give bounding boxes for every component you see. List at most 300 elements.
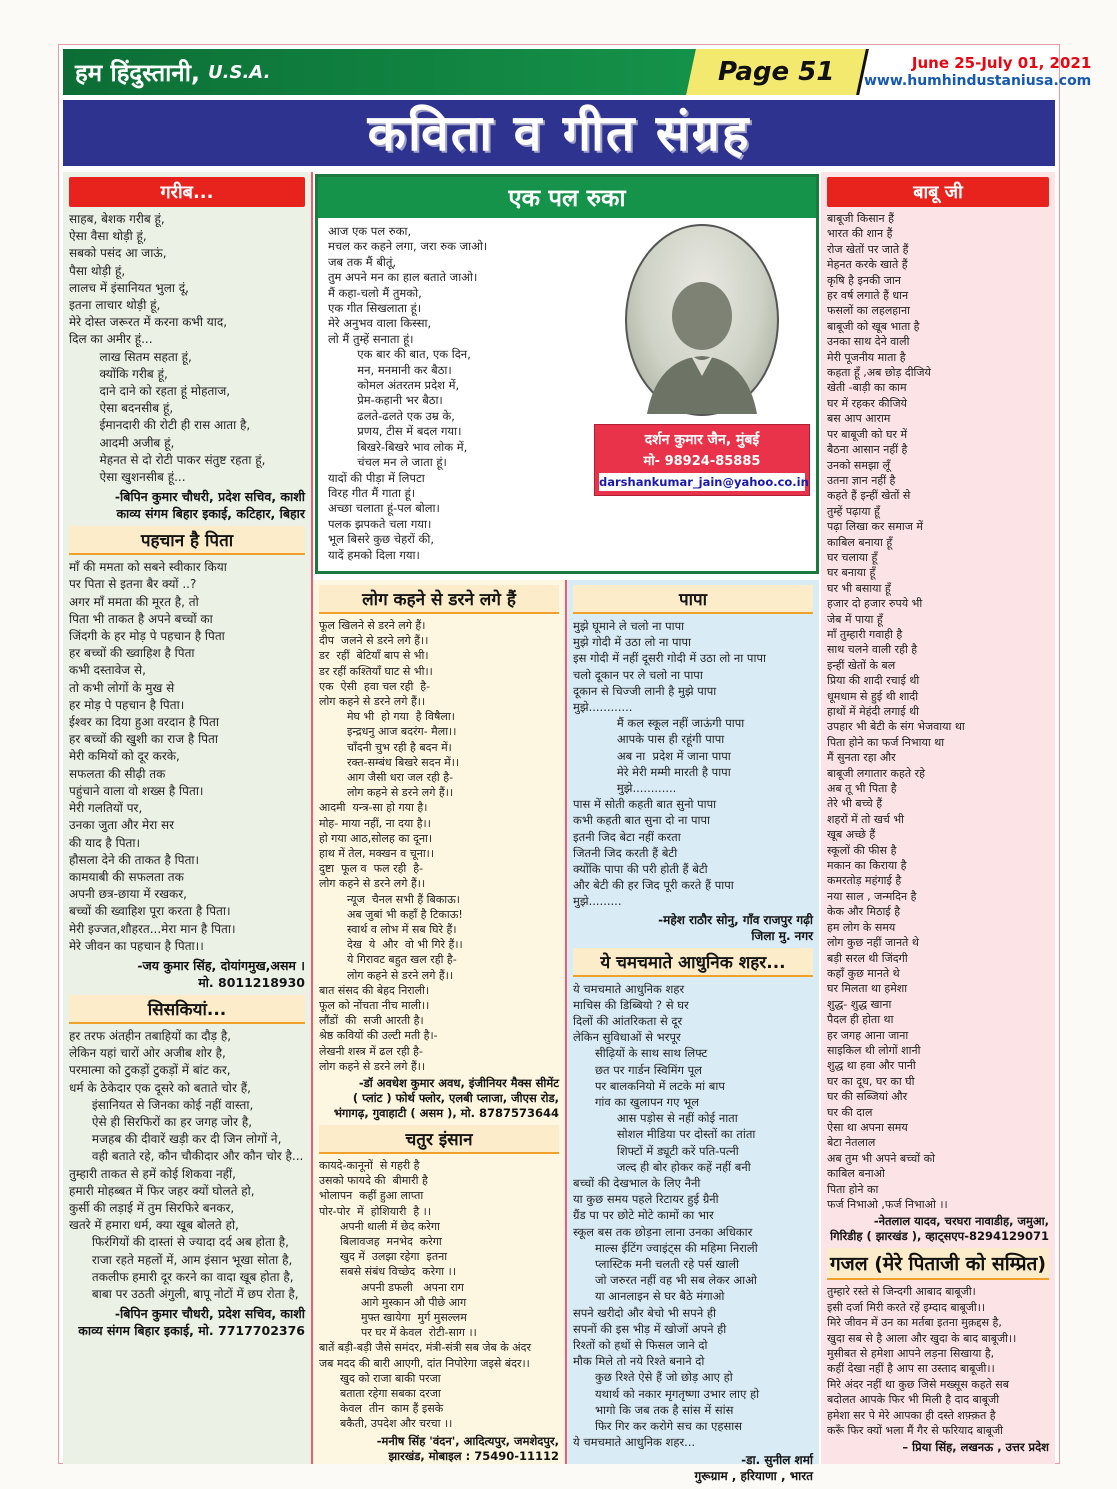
poem-line: खुदा सब से है आला और खुदा के बाद बाबूजी।। (827, 1331, 1017, 1345)
poem-line: काबिल बनाओ (827, 1167, 885, 1181)
poem-line: या आनलाइन से घर बैठे मंगाओ (573, 1289, 725, 1304)
poem-line: पहुंचाने वाला वो शख्स है पिता। (69, 783, 204, 798)
poem-line: डर रहीं बेटियाँ बाप से भी। (319, 649, 429, 663)
poem-lines (69, 559, 305, 955)
poem-title: गजल (मेरे पिताजी को सम्प्रित) (827, 1248, 1049, 1280)
poem-line: बात संसद की बेहद निराली। (319, 983, 430, 997)
poem-line: फर्ज निभाओ ,फर्ज निभाओ ।। (827, 1198, 948, 1211)
poem-line: पैसा थोड़ी हूं, (69, 263, 126, 278)
poem-line: कुछ रिश्ते ऐसे हैं जो छोड़ आए हो (573, 1370, 733, 1385)
poem-section (69, 526, 305, 991)
poem-line: विरह गीत मैं गाता हूं। (328, 485, 416, 500)
poem-line: हमेशा सर पे मेरे आपका ही दस्ते शफ़्क़त है (827, 1408, 996, 1422)
poem-attribution (69, 488, 305, 522)
poem-line: ऐसा था अपना समय (827, 1120, 908, 1134)
poem-line: तुम अपने मन का हाल बताते जाओ। (328, 270, 478, 285)
poem-line: बाबा पर उठती अंगुली, बापू नोटों में छप रोता है, (69, 1286, 299, 1301)
poem-line: केक और मिठाई है (827, 905, 901, 919)
poem-line: सपने खरीदो और बेचो भी सपने ही (573, 1305, 716, 1320)
masthead (63, 49, 705, 95)
poem-line: प्रणय, टीस में बदल गया। (328, 424, 462, 439)
poem-line: पलक झपकते चला गया। (328, 516, 432, 531)
poem-line: कमरतोड़ महंगाई है (827, 874, 902, 888)
author-email-link[interactable]: darshankumar_jain@yahoo.co.in (599, 475, 809, 489)
poem-line: यथार्थ को नकार मृगतृष्णा उभार लाए हो (573, 1386, 760, 1401)
poem-line: अब जुबां भी कहाँ है टिकाऊ! (319, 907, 463, 921)
poem-attribution-line: – प्रिया सिंह, लखनऊ , उत्तर प्रदेश (902, 1440, 1049, 1455)
poem-line: उनका साथ देने वाली (827, 335, 910, 349)
poem-line: उनका जुता और मेरा सर (69, 818, 175, 833)
poem-line: तुम्हारे रस्ते से जिन्दगी आबाद बाबूजी। (827, 1285, 976, 1299)
poem-line: बातें बड़ी-बड़ी जैसे समंदर, मंत्री-संत्री सब जेब के अंदर (319, 1341, 531, 1355)
poem-line: एक बार की बात, एक दिन, (328, 347, 471, 362)
poem-title: लोग कहने से डरने लगे हैं (319, 585, 559, 614)
poem-line: पिता होने का (827, 1182, 879, 1196)
poem-line: हाथों में मेहंदी लगाई थी (827, 705, 920, 718)
poem-line: खुद में उलझा रहेगा इतना (319, 1250, 448, 1264)
poem-section (827, 1248, 1049, 1455)
poem-line: धर्म के ठेकेदार एक दूसरे को बताते चोर हैं, (69, 1080, 251, 1095)
poem-title: सिसकियां... (69, 995, 305, 1024)
poem-line: बच्चों की ख्वाहिश पूरा करता है पिता। (69, 904, 231, 919)
poem-line: मकान का किराया है (827, 859, 907, 873)
poem-line: भूल बिसरे कुछ चेहरों की, (328, 532, 434, 547)
poem-line: अब तू भी पिता है (827, 782, 897, 796)
poem-line: केवल तीन काम हैं इसके (319, 1402, 444, 1416)
poem-line: जब तक मैं बीतूं, (328, 254, 397, 269)
poem-line: श्रेष्ठ कवियों की उल्टी मती है।- (319, 1029, 438, 1043)
poem-line: मन, मनमानी कर बैठा। (328, 362, 452, 377)
poem-title: पापा (573, 585, 813, 614)
poem-line: माँ की ममता को सबने स्वीकार किया (69, 560, 227, 575)
page-number-label: Page 51 (717, 57, 835, 87)
poem-line: मैं कल स्कूल नहीं जाऊंगी पापा (573, 716, 745, 731)
poem-line: कहता हूँ ,अब छोड़ दीजिये (827, 366, 931, 380)
poem-line: इंसानियत से जिनका कोई नहीं वास्ता, (69, 1097, 254, 1112)
poem-attribution-line: -बिपिन कुमार चौधरी, प्रदेश सचिव, काशी (114, 1306, 305, 1322)
poem-line: चंचल मन ले जाता हूं। (328, 455, 447, 470)
poem-line: ये चमचमाते आधुनिक शहर (573, 981, 685, 996)
poem-line: हर बच्चों की ख्वाहिश है पिता (69, 646, 195, 661)
poem-line: बैठना आसान नहीं है (827, 443, 908, 457)
poem-line: इतनी जिद बेटा नहीं करता (573, 829, 681, 844)
poem-line: रोज खेतों पर जाते हैं (827, 242, 909, 256)
poem-line: अपनी छत्र-छाया में रखकर, (69, 887, 187, 902)
author-phone: मो- 98924-85885 (643, 454, 761, 469)
column-middle-right (567, 580, 819, 1484)
poem-line: पिता भी ताकत है अपने बच्चों का (69, 611, 213, 626)
poem-attribution-line: -मनीष सिंह 'वंदन', आदित्यपुर, जमशेदपुर, (376, 1433, 559, 1448)
poem-line: मेरी इज्जत,शौहरत...मेरा मान है पिता। (69, 921, 236, 936)
poem-line: मेरी पूजनीय माता है (827, 350, 906, 364)
columns-area (63, 172, 1055, 1484)
poem-line: पर पिता से इतना बैर क्यों ..? (69, 577, 197, 592)
poem-line: वही बताते रहे, कौन चौकीदार और कौन चोर है... (69, 1149, 304, 1164)
poem-line: इतना लाचार थोड़ी हूं, (69, 298, 161, 313)
poem-line: अपनी डफली अपना राग (319, 1280, 464, 1294)
poem-line: हर मोड़ पे पहचान है पिता। (69, 697, 185, 712)
poem-line: खूब अच्छे हैं (827, 828, 876, 842)
poem-line: जो जरुरत नहीं वह भी सब लेकर आओ (573, 1273, 757, 1288)
poem-line: जिंदगी के हर मोड़ पे पहचान है पिता (69, 629, 225, 644)
poem-line: हो गया आठ,सोलह का दूना। (319, 831, 433, 845)
poem-line: लालच में इंसानियत भुला दूं, (69, 280, 189, 295)
poem-line: पैदल ही होता था (827, 1013, 894, 1027)
column-middle-left (313, 580, 565, 1464)
poem-attribution (319, 1434, 559, 1464)
poem-line: मुझे......... (573, 894, 622, 909)
poem-line: राजा रहते महलों में, आम इंसान भूखा सोता है, (69, 1252, 293, 1267)
poem-attribution (573, 912, 813, 944)
poem-line: शिफ्टों में ड्यूटी करें पति-पत्नी (573, 1143, 739, 1158)
poem-line: ग्रैंड पा पर छोटे मोटे कामों का भार (573, 1208, 714, 1223)
author-info-box (594, 424, 810, 496)
poem-line: हम लोग के समय (827, 920, 896, 934)
poem-line: सीढ़ियों के साथ साथ लिफ्ट (573, 1046, 708, 1061)
poem-line: मेहनत करके खाते हैं (827, 258, 908, 272)
poem-line: खुद को राजा बाकी परजा (319, 1371, 441, 1385)
poem-line: मेरी गलतियों पर, (69, 801, 143, 816)
featured-poem-lines (328, 224, 594, 563)
page-number-badge (686, 49, 869, 95)
poem-line: चलो दूकान पर ले चलो ना पापा (573, 667, 703, 682)
poem-line: आदमी यन्त्र-सा हो गया है। (319, 801, 428, 815)
poem-line: पास में सोती कहती बात सुनो पापा (573, 797, 717, 812)
poem-line: बेटा नेतलाल (827, 1136, 876, 1150)
poem-line: शुद्ध था हवा और पानी (827, 1059, 916, 1073)
poem-lines (827, 1284, 1049, 1438)
poem-line: घर मिलता था हमेशा (827, 982, 908, 996)
poem-line: स्कूलों की फीस है (827, 843, 897, 857)
poem-line: शहरों में तो खर्च भी (827, 812, 904, 826)
poem-line: अपनी थाली में छेद करेगा (319, 1219, 440, 1233)
poem-line: आग जैसी धरा जल रही है- (319, 770, 454, 784)
poem-line: ऐसा खुशनसीब हूं... (69, 470, 186, 485)
poem-line: और बेटी की हर जिद पूरी करते हैं पापा (573, 878, 734, 893)
poem-title: बाबू जी (827, 177, 1049, 207)
poem-line: मेरे जीवन का पहचान है पिता।। (69, 938, 204, 953)
poem-line: घर का दूध, घर का घी (827, 1074, 915, 1088)
poem-attribution-line: काव्य संगम बिहार इकाई, कटिहार, बिहार (116, 506, 305, 522)
poem-line: एक गीत सिखलाता हूं। (328, 301, 422, 316)
poem-line: या कुछ समय पहले रिटायर हुई ग्रैनी (573, 1192, 719, 1207)
poem-line: सबसे संबंध विच्छेद करेगा ।। (319, 1265, 456, 1279)
poem-line: ये गिरावट बहुत खल रही है- (319, 953, 457, 967)
featured-poem-title: एक पल रुका (318, 177, 816, 218)
poem-line: शुद्ध- शुद्ध खाना (827, 997, 892, 1011)
poem-line: दाने दाने को रहता हूं मोहताज, (69, 384, 231, 399)
poem-line: लेकिन यहां चारों ओर अजीब शोर है, (69, 1046, 226, 1061)
poem-line: लोग कहने से डरने लगे हैं।। (319, 968, 454, 982)
poem-line: आज एक पल रुका, (328, 224, 412, 238)
poem-line: मुझे............ (573, 699, 633, 714)
poem-line: लोग कहने से डरने लगे हैं।। (319, 694, 426, 708)
poem-line: कोमल अंतरतम प्रदेश में, (328, 378, 460, 393)
poem-line: बाबूजी किसान हैं (827, 212, 894, 225)
poem-line: इन्हीं खेतों के बल (827, 658, 896, 672)
poem-line: माँ तुम्हारी गवाही है (827, 627, 903, 641)
poem-line: माचिस की डिब्बियो ? से घर (573, 997, 689, 1012)
featured-poem-body (318, 218, 816, 571)
poem-attribution-line: भंगागढ़, गुवाहाटी ( असम ), मो. 8787573644 (333, 1106, 559, 1121)
poem-line: घर भी बसाया हूँ (827, 581, 891, 595)
poem-lines (319, 1158, 559, 1432)
poem-title: चतुर इंसान (319, 1125, 559, 1154)
poem-line: कहाँ कुछ मानते थे (827, 966, 900, 980)
poem-line: हाथ में तेल, मक्खन व चूना।। (319, 846, 435, 860)
poem-line: पोर-पोर में होशियारी है ।। (319, 1204, 431, 1218)
poem-line: फूल खिलने से डरने लगे हैं। (319, 618, 426, 632)
poem-line: प्रेम-कहानी भर बैठा। (328, 393, 443, 408)
poem-line: हर बच्चों की खुशी का राज है पिता (69, 732, 218, 747)
poem-attribution-line: जिला मु. नगर (751, 928, 813, 943)
poem-line: सोशल मीडिया पर दोस्तों का तांता (573, 1127, 756, 1142)
poem-line: बाबूजी लगातार कहते रहे (827, 766, 925, 780)
column-left (63, 172, 311, 1464)
poem-attribution-line: ( प्लांट ) फोर्थ फ्लोर, एलबी प्लाजा, जीएस रोड, (352, 1091, 559, 1106)
poem-line: भागो कि जब तक है सांस में सांस (573, 1402, 734, 1417)
poem-line: ईश्वर का दिया हुआ वरदान है पिता (69, 715, 219, 730)
poem-line: दिलों की आंतरिकता से दूर (573, 1014, 683, 1028)
website-link[interactable]: www.humhindustaniusa.com (864, 72, 1092, 89)
poem-line: साइकिल थी लोगों शानी (827, 1043, 921, 1057)
poem-line: मिरे जीवन में उन का मर्तबा इतना मुक़द्दस है, (827, 1316, 1002, 1330)
poem-line: बदोलत आपके फिर भी मिली है दाद बाबूजी (827, 1393, 1000, 1407)
poem-line: इस गोदी में नहीं दूसरी गोदी में उठा लो ना पापा (573, 651, 766, 666)
poem-line: मेहनत से दो रोटी पाकर संतुष्ट रहता हूं, (69, 452, 266, 467)
poem-line: फसलों का लहलहाना (827, 304, 910, 318)
poem-line: मिरे अंदर नहीं था कुछ जिसे मख्सूस कहते सब (827, 1377, 1010, 1391)
poem-line: हर जगह आना जाना (827, 1028, 909, 1042)
poem-title: पहचान है पिता (69, 526, 305, 555)
poem-line: अच्छा चलाता हूं-पल बोला। (328, 501, 440, 516)
poem-line: कभी दस्तावेज से, (69, 663, 146, 678)
poem-line: देख ये और वो भी गिरे हैं।। (319, 938, 463, 952)
poem-line: इन्द्रधनु आज बदरंग- मैला।। (319, 725, 457, 739)
poem-line: लोग कुछ नहीं जानते थे (827, 936, 919, 950)
poem-attribution (69, 1305, 305, 1339)
poem-attribution-line: -डॉ अवधेश कुमार अवध, इंजीनियर मैक्स सीमेंट (358, 1076, 559, 1091)
poem-line: मुफ्त खायेगा मुर्ग मुसल्लम (319, 1311, 467, 1325)
poem-line: बकैती, उपदेश और चरचा ।। (319, 1417, 453, 1431)
poem-line: यादें हमको दिला गया। (328, 547, 420, 562)
poem-line: बाबूजी को खूब भाता है (827, 319, 920, 333)
poem-line: जल्द ही बोर होकर कहें नहीं बनी (573, 1159, 751, 1174)
poem-line: हमारी मोहब्बत में फिर जहर क्यों घोलते हो, (69, 1183, 255, 1198)
column-right (821, 172, 1055, 1464)
poem-line: खेती -बाड़ी का काम (827, 381, 907, 395)
poem-line: जेब में पाया हूँ (827, 612, 883, 626)
poem-line: तुम्हें पढ़ाया हूँ (827, 504, 880, 518)
poem-line: रिश्तों को हथों से फिसल जाने दो (573, 1338, 708, 1353)
poem-attribution-line: काव्य संगम बिहार इकाई, मो. 7717702376 (78, 1323, 305, 1339)
poem-attribution-line: -महेश राठौर सोनु, गाँव राजपुर गढ़ी (658, 912, 813, 927)
poem-line: धूमधाम से हुई थी शादी (827, 689, 919, 703)
poem-attribution (827, 1440, 1049, 1455)
poem-line: भोलापन कहीं हुआ लाप्ता (319, 1189, 424, 1203)
poem-line: बताता रहेगा सबका दरजा (319, 1387, 441, 1401)
poem-line: मैं सुनता रहा और (827, 751, 896, 765)
poem-line: हर वर्ष लगाते हैं धान (827, 289, 909, 303)
poem-line: आदमी अजीब हूं, (69, 435, 175, 450)
poem-attribution-line: -नेतलाल यादव, चरघरा नावाडीह, जमुआ, (873, 1214, 1049, 1229)
poem-line: कभी कहती बात सुना दो ना पापा (573, 813, 711, 828)
column-middle-wrap (313, 172, 821, 1484)
poem-line: ढलते-ढलते एक उम्र के, (328, 408, 455, 423)
poem-line: कुर्सी की लड़ाई में तुम सिरफिरे बनकर, (69, 1200, 235, 1215)
poem-lines (573, 618, 813, 910)
poem-line: तेरे भी बच्चे हैं (827, 797, 883, 811)
poem-section (319, 1125, 559, 1464)
masthead-title: हम हिंदुस्तानी, (75, 58, 201, 87)
poem-line: मजहब की दीवारें खड़ी कर दी जिन लोगों ने, (69, 1132, 282, 1147)
poem-line: लाख सितम सहता हूं, (69, 349, 192, 364)
poem-line: दुष्टा फूल व फल रही है- (319, 862, 424, 876)
poem-line: पर घर में केवल रोटी-साग ।। (319, 1326, 477, 1340)
poem-attribution-line: झारखंड, मोबाइल : 75490-11112 (388, 1448, 559, 1463)
poem-line: क्योंकि गरीब हूं, (69, 366, 168, 381)
poem-line: बिखरे-बिखरे भाव लोक में, (328, 439, 468, 454)
poem-section (827, 177, 1049, 1244)
poem-line: फिरंगियों की दास्तां से ज्यादा दर्द अब होता है, (69, 1235, 289, 1250)
poem-line: फूल को नोंचता नीच माली।। (319, 999, 430, 1013)
poem-line: स्वार्थ व लोभ में सब घिरे हैं। (319, 923, 457, 936)
poem-line: डर रहीं कश्तियाँ घाट से भी।। (319, 664, 433, 678)
poem-line: कायदे-कानूनों से गहरी है (319, 1159, 420, 1173)
featured-poem-box (315, 174, 819, 574)
poem-line: साथ चलने वाली रही है (827, 643, 918, 657)
page-content (58, 44, 1092, 1484)
header-right (864, 49, 1097, 95)
poem-line: काबिल बनाया हूँ (827, 535, 893, 549)
poem-line: दूकान से चिज्जी लानी है मुझे पापा (573, 683, 717, 698)
poem-line: उतना ज्ञान नहीं है (827, 473, 896, 487)
poet-photo (625, 224, 779, 416)
poem-line: ऐसे ही सिरफिरों का हर जगह जोर है, (69, 1114, 253, 1129)
poem-line: आस पड़ोस से नहीं कोई नाता (573, 1111, 738, 1126)
masthead-usa: U.S.A. (208, 61, 271, 83)
poem-line: दीप जलने से डरने लगे हैं।। (319, 634, 429, 648)
poem-attribution-line: मो. 8011218930 (198, 974, 305, 990)
poem-section (69, 995, 305, 1339)
poem-line: हजार दो हजार रुपये भी (827, 597, 923, 611)
poem-line: न्यूज चैनल सभी हैं बिकाऊ। (319, 892, 460, 906)
poem-lines (69, 211, 305, 486)
poem-line: मेरे अनुभव वाला किस्सा, (328, 316, 432, 331)
poem-line: लेखनी शस्त्र में ढल रही है- (319, 1044, 423, 1058)
person-silhouette-icon (627, 264, 777, 414)
poem-line: मेरी कमियों को दूर करके, (69, 749, 180, 764)
poem-line: सफलता की सीढ़ी तक (69, 766, 166, 781)
poem-line: स्कूल बस तक छोड़ना लाना उनका अधिकार (573, 1224, 753, 1239)
poem-attribution (827, 1214, 1049, 1244)
poem-attribution-line: -डा. सुनील शर्मा (741, 1453, 813, 1468)
poem-line: अब ना प्रदेश में जाना पापा (573, 748, 731, 763)
poem-line: अगर माँ ममता की मूरत है, तो (69, 594, 199, 609)
poem-line: कृषि है इनकी जान (827, 273, 901, 287)
poem-line: जितनी जिद करती हैं बेटी (573, 845, 678, 860)
poem-line: घर बनाया हूँ (827, 566, 876, 580)
poem-line: मुझे घूमाने ले चलो ना पापा (573, 618, 685, 633)
poem-attribution (69, 957, 305, 991)
poem-lines (319, 618, 559, 1074)
poem-line: आगे मुस्कान औ पीछे आग (319, 1295, 467, 1309)
poem-lines (69, 1028, 305, 1303)
poem-line: की याद है पिता। (69, 835, 140, 850)
poem-line: प्रिया की शादी रचाई थी (827, 674, 920, 688)
poem-line: दिल का अमीर हूं... (69, 332, 153, 347)
poem-line: मुसीबत से हमेशा आपने लड़ना सिखाया है, (827, 1347, 995, 1361)
section-banner-title: कविता व गीत संग्रह (63, 100, 1055, 166)
poem-line: क्योंकि पापा की परी होती हैं बेटी (573, 861, 708, 876)
poem-line: ये चमचमाते आधुनिक शहर... (573, 1435, 696, 1450)
poem-line: बस आप आराम (827, 412, 891, 426)
poem-line: हर तरफ अंतहीन तबाहियों का दौड़ है, (69, 1028, 232, 1043)
poem-line: लौंडों की सजी आरती है। (319, 1014, 424, 1028)
poem-line: कहीं देखा नहीं है आप सा उस्ताद बाबूजी।। (827, 1362, 995, 1376)
poem-line: प्लास्टिक मनी चलती रहे पर्स खाली (573, 1257, 739, 1272)
poem-line: मुझे............ (573, 780, 677, 795)
poem-line: पिता होने का फर्ज निभाया था (827, 735, 945, 749)
poem-attribution-line: गिरिडीह ( झारखंड ), व्हाट्सएप-8294129071 (830, 1229, 1049, 1244)
poem-line: बिलावजह मनभेद करेगा (319, 1235, 442, 1249)
poem-line: नया साल , जन्मदिन है (827, 889, 917, 903)
poem-line: पर बालकनियो में लटके मां बाप (573, 1078, 725, 1093)
poem-line: लोग कहने से डरने लगे हैं।। (319, 1059, 426, 1073)
poem-line: गांव का खुलापन गए भूल (573, 1095, 700, 1110)
poem-line: चाँदनी चुभ रही है बदन में। (319, 740, 452, 754)
poem-line: साहब, बेशक गरीब हूं, (69, 212, 165, 226)
poem-line: घर में रहकर कीजिये (827, 396, 908, 410)
poem-line: पर बाबूजी को घर में (827, 427, 908, 441)
poem-lines (573, 981, 813, 1451)
issue-date: June 25-July 01, 2021 (911, 54, 1092, 73)
poem-section (69, 177, 305, 522)
poem-line: लो मैं तुम्हें सनाता हूं। (328, 331, 414, 346)
middle-columns (313, 580, 821, 1484)
poem-line: तुम्हारी ताकत से हमें कोई शिकवा नहीं, (69, 1166, 236, 1181)
poem-line: फिर गिर कर करोगे सच का एहसास (573, 1419, 742, 1434)
poem-line: घर की दाल (827, 1105, 873, 1119)
poem-line: घर की सब्जियां और (827, 1090, 908, 1104)
poem-line: जब मदद की बारी आएगी, दांत निपोरेगा जइसे बंदर।। (319, 1356, 530, 1370)
poem-title: गरीब... (69, 177, 305, 207)
poem-line: मोह- माया नहीं, ना दया है।। (319, 816, 431, 830)
poem-attribution (573, 1452, 813, 1484)
poem-line: लोग कहने से डरने लगे हैं।। (319, 877, 426, 891)
poem-line: एक ऐसी हवा चल रही है- (319, 679, 431, 693)
poem-line: खतरे में हमारा धर्म, क्या खूब बोलते हो, (69, 1218, 239, 1233)
poem-line: बच्चों की देखभाल के लिए नैनी (573, 1176, 701, 1191)
poem-line: ईमानदारी की रोटी ही रास आता है, (69, 418, 251, 433)
poem-line: मचल कर कहने लगा, जरा रुक जाओ। (328, 239, 488, 254)
poem-line: यादों की पीड़ा में लिपटा (328, 470, 425, 485)
featured-author-column (594, 224, 810, 563)
poem-attribution-line: -जय कुमार सिंह, दोयांगमुख,असम । (137, 957, 305, 973)
poem-line: उपहार भी बेटी के संग भेजवाया था (827, 720, 965, 734)
poem-line: मौक मिले तो नये रिश्ते बनाने दो (573, 1354, 705, 1369)
poem-line: हौसला देने की ताकत है पिता। (69, 852, 200, 867)
poem-line: उसको फायदे की बीमारी है (319, 1174, 428, 1188)
poem-line: रक्त-सम्बंध बिखरे सदन में।। (319, 755, 460, 769)
poem-line: तकलीफ हमारी दूर करने का वादा खूब होता है, (69, 1269, 294, 1284)
poem-line: ऐसा वैसा थोड़ी हूं, (69, 229, 147, 244)
poem-line: मेरे मेरी मम्मी मारती है पापा (573, 764, 731, 779)
poem-line: परमात्मा को टुकड़ों टुकड़ों में बांट कर, (69, 1063, 231, 1078)
poem-lines (827, 211, 1049, 1212)
poem-line: पढ़ा लिखा कर समाज में (827, 520, 923, 534)
poem-line: सबको पसंद आ जाऊं, (69, 246, 167, 261)
